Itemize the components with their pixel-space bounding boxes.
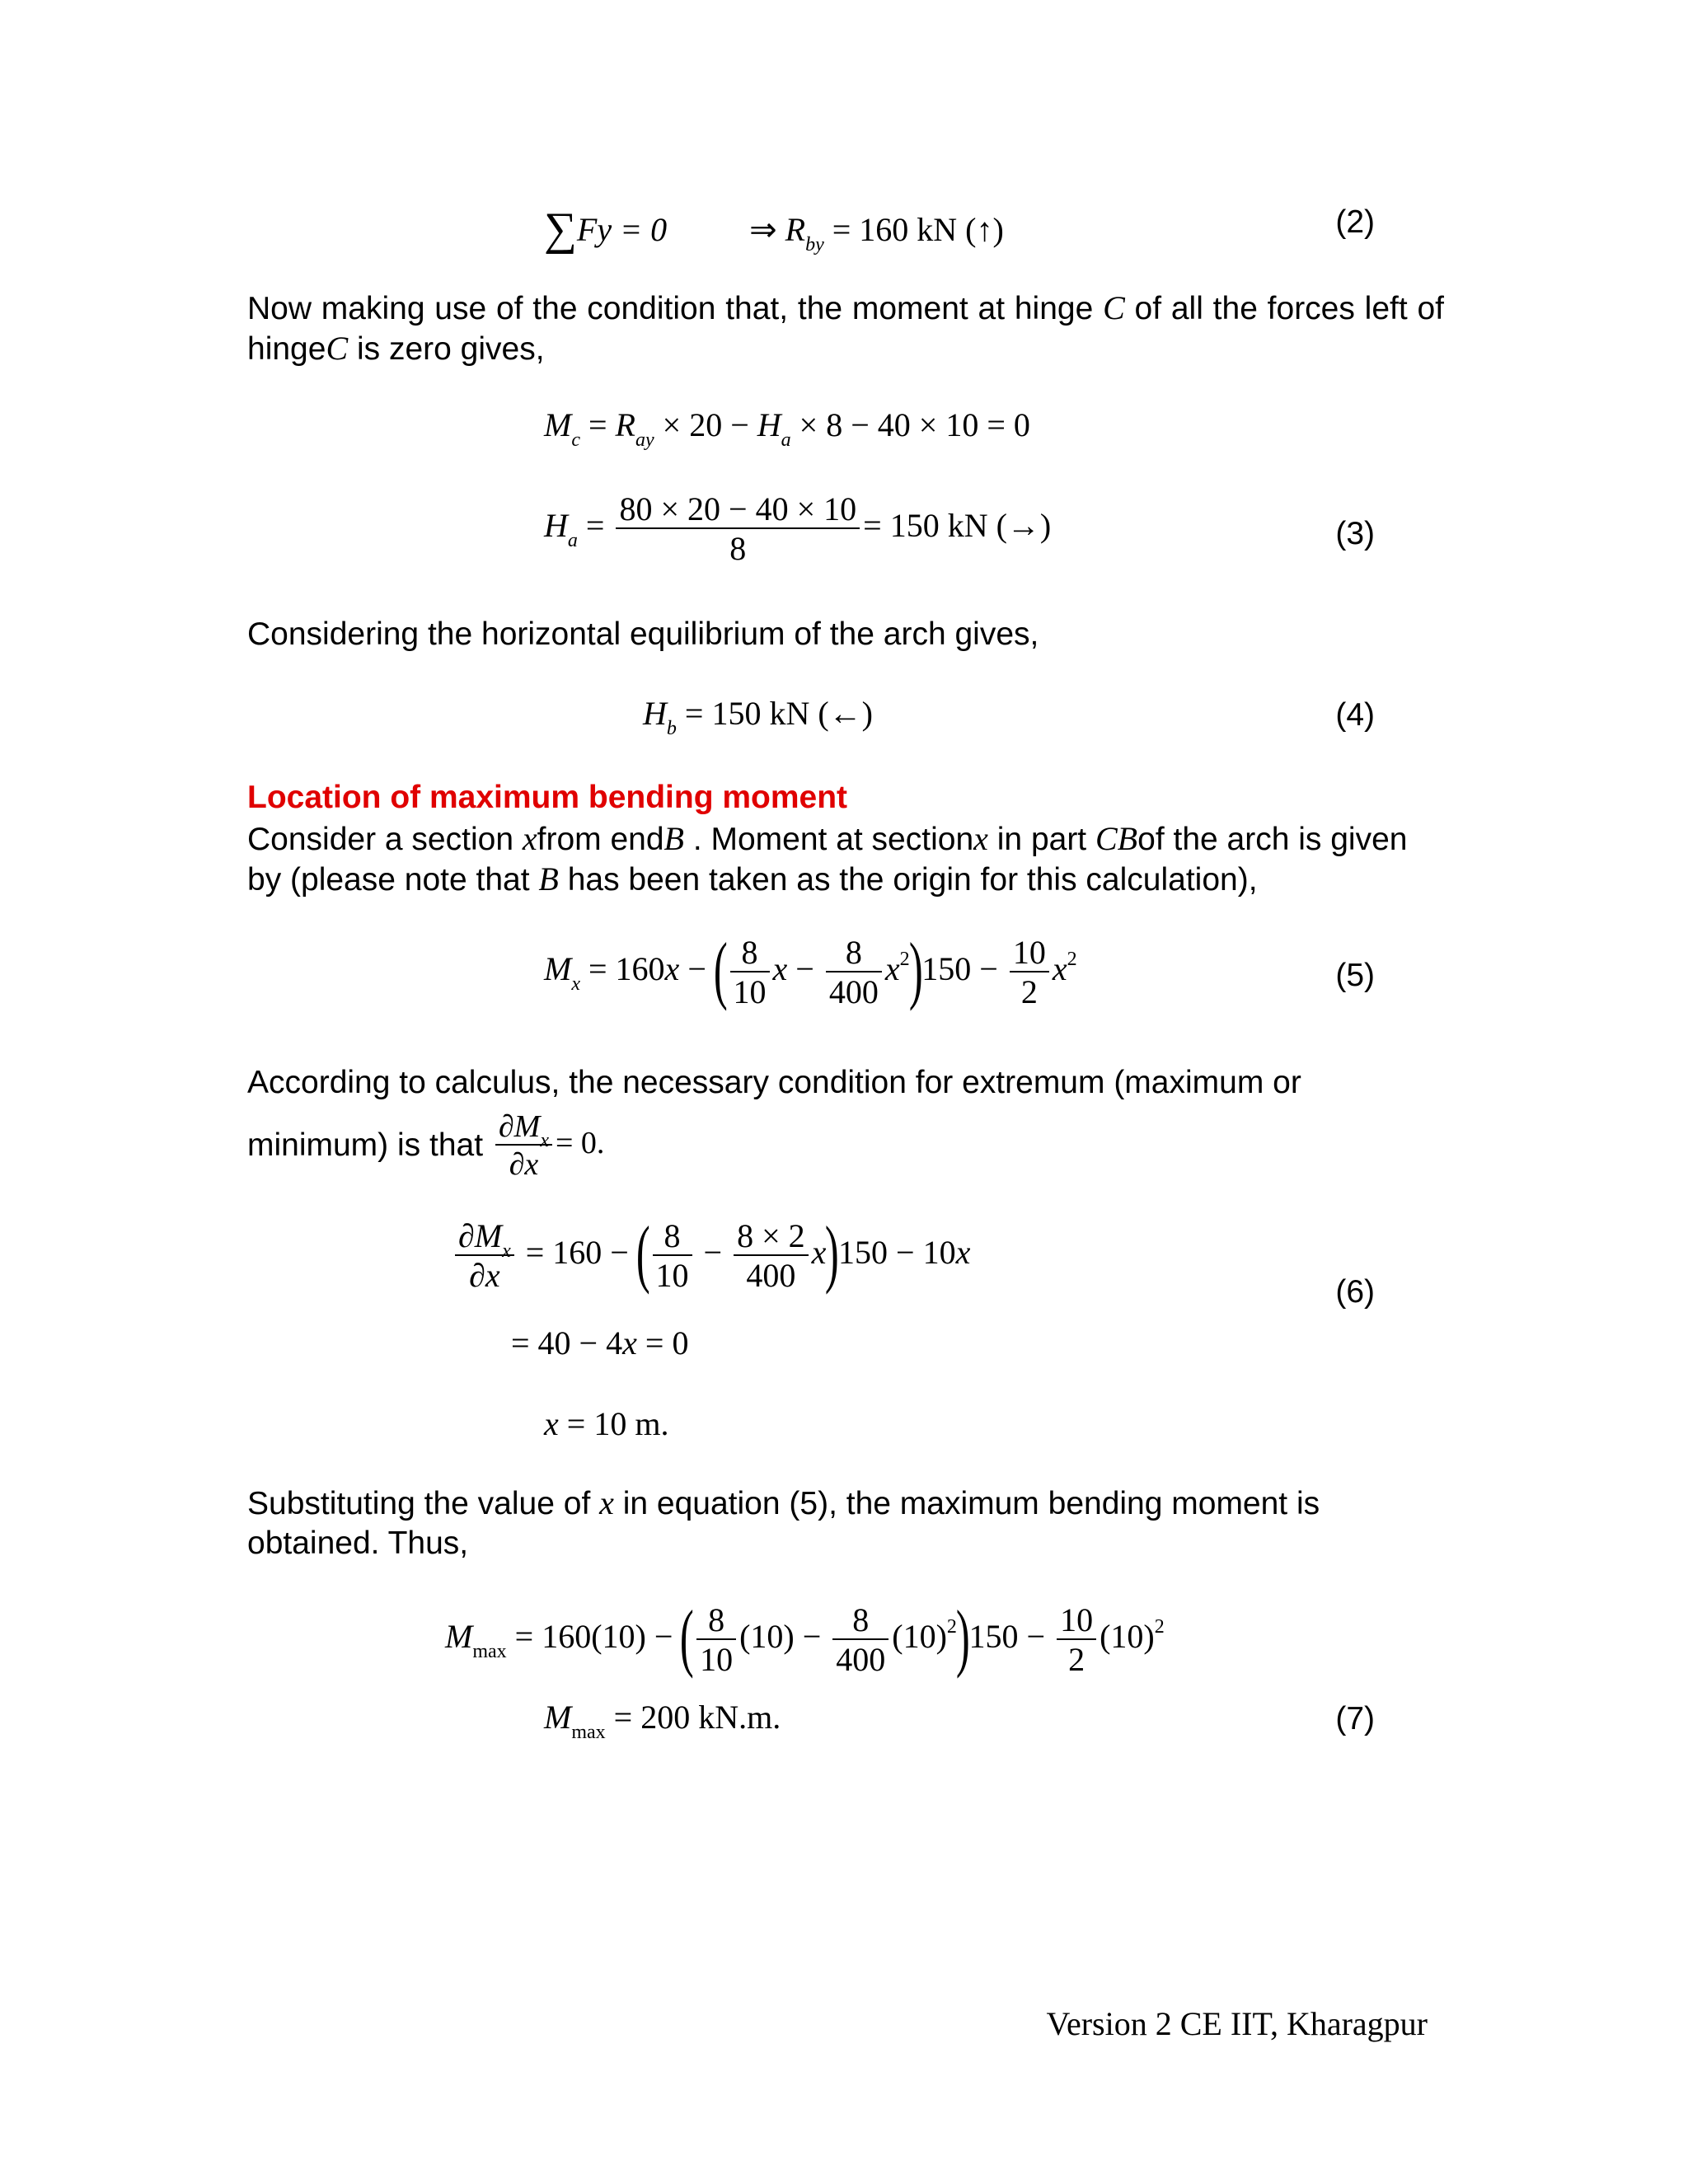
eq3-h: H [544,507,568,545]
deriv-fraction [495,1111,552,1180]
eq7a-right-paren: ) [955,1595,970,1679]
eq5-f2-den: 400 [828,973,879,1010]
eq5-m: M [544,950,572,988]
eq4-right: = 150 kN (←) [684,695,873,732]
eq6-f2-num: 8 × 2 [734,1220,809,1256]
eqx-x: x [544,1405,559,1442]
eq5-fraction-2 [826,936,882,1009]
eq6-x2: x [955,1234,971,1272]
eq6-left-paren: ( [635,1211,650,1295]
p4-text-a: According to calculus, the necessary condition for extremum (maximum or [247,1065,1301,1100]
equation-number-2: (2) [1335,204,1375,240]
eq2-right: = 160 kN (↑) [832,211,1004,248]
eq7a-f1-den: 10 [700,1641,734,1678]
eq7a-f2-num: 8 [832,1604,889,1640]
eq5-right-paren: ) [908,927,923,1011]
eq5-sq1: 2 [899,949,910,971]
paragraph-horizontal-equilibrium: Considering the horizontal equilibrium of the arch gives, [247,616,1039,652]
eq3-eq: = [577,507,613,545]
deriv-num: ∂M [498,1109,541,1144]
equation-5 [544,927,1077,1011]
eq5-a: = 160 [579,950,665,988]
equation-x-value [544,1405,669,1442]
equation-3 [544,490,1052,567]
eq7a-a: = 160(10) − [506,1618,682,1656]
eq7b-m: M [544,1699,572,1736]
equation-number-6: (6) [1335,1274,1375,1310]
eq6-num-sub: x [502,1240,511,1262]
deriv-post: = 0. [555,1125,605,1160]
p1-var-c2: C [326,330,349,367]
p1-text-a: Now making use of the condition that, the moment at hinge [247,291,1094,326]
p4-text-b: minimum) is that [247,1127,484,1163]
eq6-a: = 160 − [517,1234,637,1272]
eq5-m2: − [787,950,823,988]
eq6-fraction-1 [653,1217,692,1294]
eq2-r-sub: by [805,234,824,255]
equation-number-5: (5) [1335,958,1375,993]
equation-4 [643,695,873,739]
eq6-f1-den: 10 [655,1257,689,1294]
eq5-f1-den: 10 [733,973,767,1010]
eq5-x4: x [1052,950,1067,988]
eq2-r: R [785,211,806,248]
eq5-m-sub: x [571,973,580,996]
eq7a-f2-den: 400 [836,1641,886,1678]
eq7a-d: 150 − [968,1618,1054,1656]
eq2-implies: ⇒ [749,211,777,248]
p3-text-b: from end [537,822,664,857]
mc-h-sub: a [781,429,791,451]
mc-r: R [615,406,635,443]
p5-text-a: Substituting the value of [247,1486,591,1521]
eq5-x: x [664,950,680,988]
eq5-f3-den: 2 [1020,973,1038,1010]
sigma-symbol: ∑ [544,204,577,255]
eq6-f1-num: 8 [653,1220,692,1256]
eq5-x2: x [772,950,788,988]
mc-r-sub: ay [635,429,654,451]
paragraph-section-moment [247,819,1444,900]
eq5-sq2: 2 [1067,949,1077,971]
equation-6-line-2 [511,1324,689,1361]
eq6-f2-den: 400 [746,1257,796,1294]
paragraph-substitution [247,1483,1444,1563]
equation-6 [452,1211,971,1295]
p1-text-b: of all the forces left of hinge [247,291,1444,367]
eq6-b: 150 − 10 [838,1234,956,1272]
eq6-l2-a: = 40 − 4 [511,1324,623,1361]
deriv-num-sub: x [540,1130,549,1151]
eq3-den: 8 [729,530,747,567]
eq4-h-sub: b [666,718,677,739]
eq7a-f3-den: 2 [1068,1641,1085,1678]
eq6-fraction-2 [734,1217,809,1294]
eqx-post: = 10 m. [558,1405,669,1442]
p1-var-c: C [1103,289,1125,326]
eq7a-fraction-2 [832,1601,889,1678]
eq3-fraction [616,490,860,567]
eq6-l2-b: = 0 [636,1324,689,1361]
eq4-h: H [643,695,667,732]
eq7a-sq1: 2 [946,1616,957,1638]
eq7a-e: (10) [1100,1618,1155,1656]
mc-mid: × 20 − [654,406,757,443]
eq6-num: ∂M [458,1217,503,1254]
eq5-x3: x [884,950,900,988]
eq5-b: 150 − [921,950,1006,988]
p3-var-cb: CB [1095,820,1138,857]
eq6-den: ∂x [469,1257,500,1294]
eq6-right-paren: ) [825,1211,840,1295]
eq3-num: 80 × 20 − 40 × 10 [616,493,860,529]
eq3-right: = 150 kN (→) [863,507,1052,545]
eq7a-fraction-1 [696,1601,736,1678]
p3-text-a: Consider a section [247,822,514,857]
eq3-h-sub: a [567,530,578,552]
eq5-fraction-1 [730,936,770,1009]
section-heading: Location of maximum bending moment [247,780,848,815]
p1-text-c: is zero gives, [356,331,545,367]
eq6-x: x [811,1234,827,1272]
p3-var-x: x [522,820,537,857]
eq5-fraction-3 [1010,936,1049,1009]
p5-var-x: x [599,1484,614,1521]
eq7a-sq2: 2 [1154,1616,1165,1638]
paragraph-extremum-condition [247,1063,1444,1103]
eq7a-f3-num: 10 [1057,1604,1096,1640]
equation-7-line-2 [544,1699,781,1743]
equation-moment-c [544,406,1030,451]
eq5-f2-num: 8 [826,936,882,972]
mc-m: M [544,406,572,443]
p3-text-e: of the arch is given by (please note that [247,822,1408,898]
mc-end: × 8 − 40 × 10 = 0 [790,406,1030,443]
eq6-deriv-fraction [455,1217,514,1294]
paragraph-hinge-condition [247,288,1444,369]
p3-var-x2: x [973,820,988,857]
eq6-m: − [695,1234,731,1272]
derivative-condition [492,1109,605,1182]
eq5-left-paren: ( [713,927,728,1011]
eq7a-left-paren: ( [680,1595,695,1679]
eq5-f3-num: 10 [1010,936,1049,972]
eq5-f1-num: 8 [730,936,770,972]
eq2-left: Fy = 0 [576,211,668,248]
eq7a-m-sub: max [472,1641,507,1663]
eq7a-c: (10) [892,1618,947,1656]
eq7a-f1-num: 8 [696,1604,736,1640]
eq7b-post: = 200 kN.m. [605,1699,781,1736]
eq7a-b: (10) − [739,1618,830,1656]
equation-number-7: (7) [1335,1701,1375,1736]
p3-text-f: has been taken as the origin for this calculation), [567,862,1258,898]
eq7a-m: M [445,1618,473,1656]
p5-text-b: in equation (5), the maximum bending moment is obtained. Thus, [247,1486,1320,1561]
eq5-minus: − [679,950,715,988]
mc-h: H [757,406,781,443]
eq7a-fraction-3 [1057,1601,1096,1678]
eq7b-m-sub: max [571,1722,606,1743]
p3-text-c: . Moment at section [692,822,974,857]
page-footer: Version 2 CE IIT, Kharagpur [1046,2005,1428,2042]
eq6-l2-x: x [622,1324,637,1361]
paragraph-extremum-condition-2 [247,1111,1444,1180]
equation-number-3: (3) [1335,516,1375,551]
equation-2 [544,203,1004,255]
p3-var-b2: B [538,860,559,898]
p3-var-b: B [663,820,684,857]
equation-number-4: (4) [1335,697,1375,733]
mc-eq: = [579,406,616,443]
deriv-den: ∂x [509,1147,539,1182]
p3-text-d: in part [996,822,1087,857]
equation-7-line-1 [445,1595,1165,1679]
mc-m-sub: c [571,429,580,451]
